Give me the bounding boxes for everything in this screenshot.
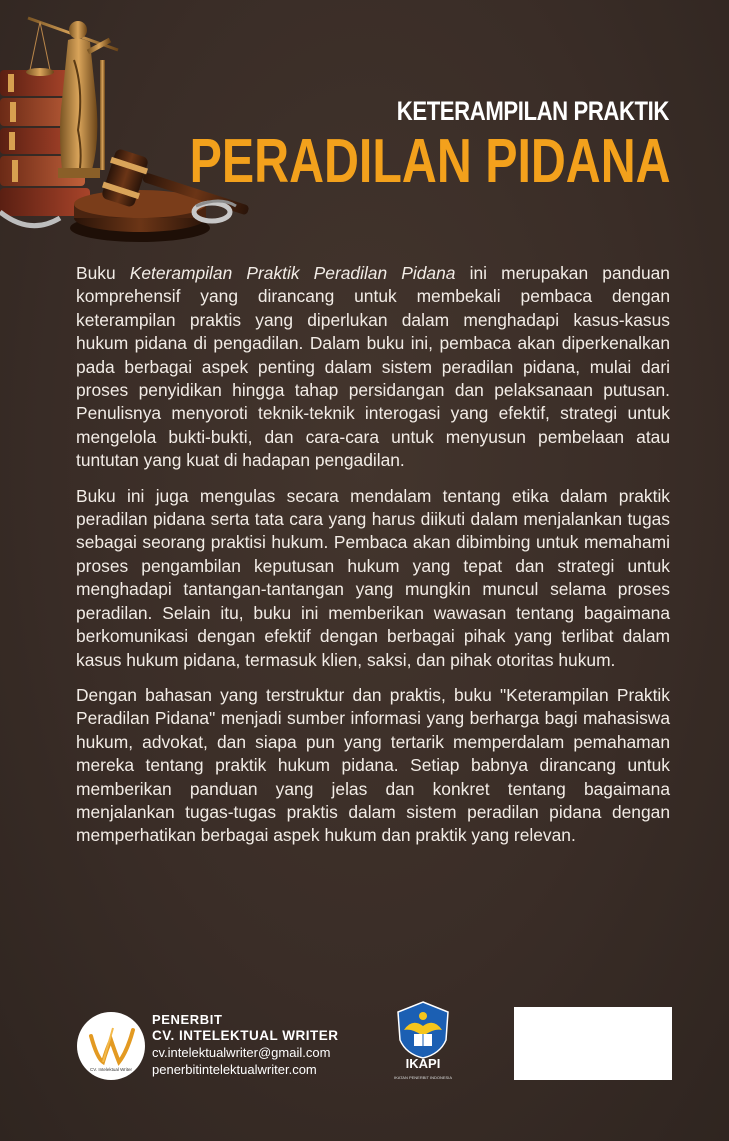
intelektual-writer-logo-icon: [83, 1018, 139, 1074]
publisher-logo: [77, 1012, 145, 1080]
title-keterampilan-praktik: KETERAMPILAN PRAKTIK: [396, 96, 669, 126]
blurb-paragraph-2: Buku ini juga mengulas secara mendalam tentang etika dalam praktik peradilan pidana serta tata cara yang harus diikuti dalam menjalankan tugas sebagai seorang praktisi hukum. Pembaca akan dibimbing untuk memahami proses pengambilan keputusan hukum yang tepat dan strategi untuk menghadapi tantangan-tantangan yang mungkin muncul selama proses peradilan. Selain itu, buku ini memberikan wawasan tentang bagaimana berkomunikasi dengan efektif dengan berbagai pihak yang terlibat dalam kasus hukum pidana, termasuk klien, saksi, dan pihak otoritas hukum.: [76, 485, 670, 670]
justice-illustration: [0, 0, 250, 250]
logo-caption: CV. Intelektual Writer: [89, 1067, 133, 1072]
book-title-italic: Keterampilan Praktik Peradilan Pidana: [129, 263, 456, 283]
blurb-p1-pre: Buku: [76, 263, 130, 283]
ikapi-label: IKAPI: [405, 1056, 441, 1071]
blurb-paragraph-3: Dengan bahasan yang terstruktur dan praktis, buku "Keterampilan Praktik Peradilan Pidana" menjadi sumber informasi yang berharga bagi mahasiswa hukum, advokat, dan siapa pun yang tertarik memperdalam pemahaman mereka tentang praktik hukum pidana. Setiap babnya dirancang untuk memberikan panduan yang jelas dan konkret tentang bagaimana menjalankan tugas-tugas praktis dalam sistem peradilan pidana dengan memperhatikan berbagai aspek hukum dan praktik yang relevan.: [76, 684, 670, 846]
title-peradilan-pidana: PERADILAN PIDANA: [190, 127, 671, 196]
ikapi-subtitle: IKATAN PENERBIT INDONESIA: [393, 1075, 453, 1080]
publisher-info: [152, 1012, 339, 1078]
publisher-website: penerbitintelektualwriter.com: [152, 1062, 317, 1077]
blurb-p1-post: ini merupakan panduan komprehensif yang dirancang untuk membekali pembaca dengan keterampilan praktis yang diperlukan dalam menghadapi kasus-kasus hukum pidana di pengadilan. Dalam buku ini, pembaca akan diperkenalkan pada berbagai aspek penting dalam sistem peradilan pidana, mulai dari proses penyidikan hingga tahap persidangan dan pelaksanaan putusan. Penulisnya menyoroti teknik-teknik interogasi yang efektif, strategi untuk mengelola bukti-bukti, dan cara-cara untuk menyusun pembelaan atau tuntutan yang kuat di hadapan pengadilan.: [76, 263, 670, 471]
blurb-paragraph-1: [76, 262, 670, 473]
barcode-box: [514, 1007, 672, 1080]
publisher-label: PENERBIT: [152, 1012, 223, 1027]
blurb-text: [76, 262, 670, 860]
publisher-email: cv.intelektualwriter@gmail.com: [152, 1045, 331, 1060]
publisher-name: CV. INTELEKTUAL WRITER: [152, 1028, 339, 1043]
